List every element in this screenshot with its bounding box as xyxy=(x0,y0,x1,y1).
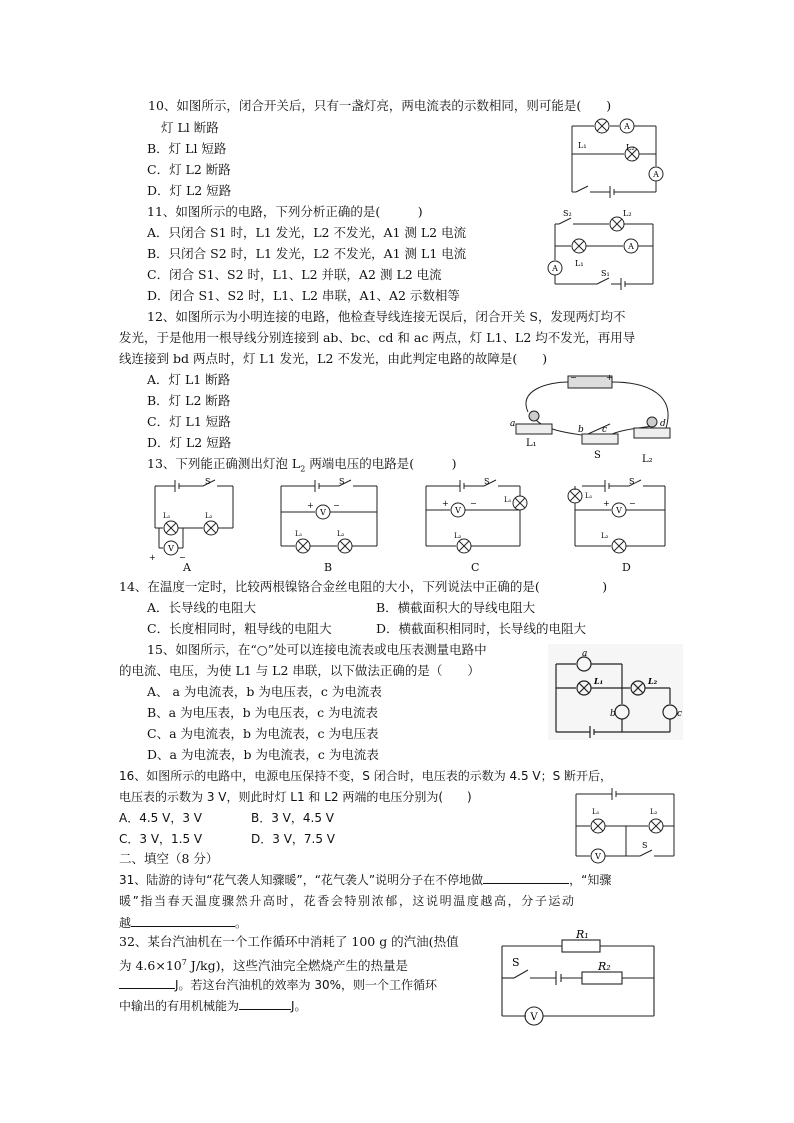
q12-stem-line-3: 线连接到 bd 两点时，灯 L1 发光，L2 不发光，由此判定电路的故障是( ) xyxy=(119,351,548,366)
q32-line-2-tail: J/kg)，这些汽油完全燃烧产生的热量是 xyxy=(186,958,408,974)
q31-line-1-text: 31、陆游的诗句“花气袭人知骤暖”，“花气袭人”说明分子在不停地做 xyxy=(119,873,484,887)
q13c-plus-label: + xyxy=(442,499,449,508)
q12-option-a: A．灯 L1 断路 xyxy=(147,372,231,387)
q13-label-b: B xyxy=(324,561,333,574)
q32-line-4 xyxy=(119,997,307,1014)
q13d-plus-label: + xyxy=(603,499,610,508)
q13a-plus-label: + xyxy=(149,553,156,562)
q32-line-2 xyxy=(119,955,408,974)
q14-stem: 14、在温度一定时，比较两根镍铬合金丝电阻的大小，下列说法中正确的是( ) xyxy=(119,579,608,594)
q13d-l2-label: L₂ xyxy=(601,532,609,540)
q10-lamp-l1-label: L₁ xyxy=(578,141,587,150)
q10-option-c: C．灯 L2 断路 xyxy=(147,162,231,177)
q11-option-d: D．闭合 S1、S2 时，L1、L2 串联，A1、A2 示数相等 xyxy=(147,288,460,303)
q14-option-b: B．横截面积大的导线电阻大 xyxy=(376,600,536,615)
q13c-minus-label: − xyxy=(470,499,477,508)
q13d-minus-label: − xyxy=(629,499,636,508)
q13a-minus-label: − xyxy=(179,553,186,562)
q11-option-c: C．闭合 S1、S2 时，L1、L2 并联，A2 测 L2 电流 xyxy=(147,267,442,282)
q12-option-b: B．灯 L2 断路 xyxy=(147,393,231,408)
q13b-switch-label: S xyxy=(339,477,345,486)
q12-point-c: c xyxy=(602,425,608,435)
q16-l1-label: L₁ xyxy=(592,808,600,816)
q12-battery-plus-label: + xyxy=(606,373,613,382)
q31-line-3-text: 越 xyxy=(119,916,132,930)
q12-circuit-diagram xyxy=(508,370,680,466)
q16-option-c: C．3 V，1.5 V xyxy=(119,832,203,846)
q11-option-a: A．只闭合 S1 时，L1 发光，L2 不发光，A1 测 L2 电流 xyxy=(147,225,467,240)
q13c-switch-label: S xyxy=(484,477,490,486)
q32-line-2-text: 为 4.6×10 xyxy=(119,958,182,974)
q32-exponent: 7 xyxy=(181,958,187,967)
q16-option-b: B．3 V，4.5 V xyxy=(251,811,334,825)
q32-voltmeter-label: V xyxy=(530,1012,538,1023)
q32-switch-label: S xyxy=(512,956,520,969)
q10-stem: 10、如图所示，闭合开关后，只有一盏灯亮，两电流表的示数相同，则可能是( ) xyxy=(148,98,612,113)
q31-line-1-tail: ，“知骤 xyxy=(569,873,612,887)
q12-lamp-l1-label: L₁ xyxy=(526,438,537,449)
q15-stem-line-2: 的电流、电压，为使 L1 与 L2 串联，以下做法正确的是（ ） xyxy=(119,663,480,678)
q13-stem-subscript: 2 xyxy=(300,464,306,474)
q10-lamp-l2-label: L₂ xyxy=(626,143,635,152)
q12-stem-line-2: 发光，于是他用一根导线分别连接到 ab、bc、cd 和 ac 两点，灯 L1、L2 均不发光，再用导 xyxy=(119,330,636,345)
q32-blank-2[interactable] xyxy=(239,997,291,1010)
q10-circuit-diagram xyxy=(566,114,666,204)
q13a-voltmeter-label: V xyxy=(168,544,174,553)
q15-stem-line-1: 15、如图所示，在“○”处可以连接电流表或电压表测量电路中 xyxy=(147,642,487,657)
q12-lamp-l2-label: L₂ xyxy=(642,454,653,465)
q13-stem-post: 两端电压的电路是( ) xyxy=(305,456,457,471)
q13-option-d-circuit xyxy=(565,476,675,556)
q12-option-c: C．灯 L1 短路 xyxy=(147,414,231,429)
q11-option-b: B．只闭合 S2 时，L1 发光，L2 不发光，A1 测 L1 电流 xyxy=(147,246,467,261)
q32-r1-label: R₁ xyxy=(576,928,589,941)
q12-point-d: d xyxy=(660,419,666,429)
q32-r2-label: R₂ xyxy=(598,960,611,973)
q11-stem: 11、如图所示的电路，下列分析正确的是( ) xyxy=(147,204,423,219)
q32-circuit-diagram xyxy=(494,926,664,1032)
q13d-voltmeter-label: V xyxy=(616,506,622,515)
q15-meter-b-label: b xyxy=(610,709,616,719)
q13b-l2-label: L₂ xyxy=(337,530,345,538)
q10-option-d: D．灯 L2 短路 xyxy=(147,183,232,198)
q13-option-c-circuit xyxy=(420,476,530,556)
q15-option-b: B、a 为电压表，b 为电压表，c 为电流表 xyxy=(147,705,379,720)
q32-line-4-tail: J。 xyxy=(291,999,307,1013)
q15-meter-c-label: c xyxy=(677,709,683,719)
q11-switch-s1-label: S₁ xyxy=(601,269,610,278)
q15-l2-label: L₂ xyxy=(648,676,658,686)
q32-line-4-text: 中输出的有用机械能为 xyxy=(119,999,240,1013)
q12-point-b: b xyxy=(578,425,584,435)
q13c-voltmeter-label: V xyxy=(455,506,461,515)
q13-label-d: D xyxy=(622,561,631,574)
q12-battery-minus-label: − xyxy=(570,373,577,382)
q12-point-a: a xyxy=(510,419,516,429)
q32-line-3-text: J。若这台汽油机的效率为 30%，则一个工作循环 xyxy=(175,978,438,992)
q32-line-1: 32、某台汽油机在一个工作循环中消耗了 100 g 的汽油(热值 xyxy=(119,934,459,949)
q32-line-3 xyxy=(119,976,437,993)
q13-option-b-circuit xyxy=(275,476,385,556)
q15-circuit-diagram xyxy=(548,644,683,740)
q16-switch-label: S xyxy=(642,841,648,850)
q10-ammeter-a1-label: A xyxy=(624,122,630,131)
q31-line-1 xyxy=(119,871,611,888)
q14-option-c: C．长度相同时，粗导线的电阻大 xyxy=(147,621,332,636)
section-2-heading: 二、填空（8 分） xyxy=(119,851,219,866)
q13b-l1-label: L₁ xyxy=(295,530,303,538)
q31-line-3-tail: 。 xyxy=(235,916,248,930)
q13d-switch-label: S xyxy=(629,477,635,486)
q16-voltmeter-label: V xyxy=(595,852,601,861)
q10-ammeter-a2-label: A xyxy=(653,170,659,179)
q32-blank-1[interactable] xyxy=(119,976,175,989)
q15-option-c: C、a 为电流表，b 为电流表，c 为电压表 xyxy=(147,726,379,741)
q16-l2-label: L₂ xyxy=(650,808,658,816)
q12-option-d: D．灯 L2 短路 xyxy=(147,435,232,450)
q13d-l1-label: L₁ xyxy=(585,492,593,500)
q11-switch-s2-label: S₂ xyxy=(563,209,572,218)
q16-stem-line-2: 电压表的示数为 3 V，则此时灯 L1 和 L2 两端的电压分别为( ) xyxy=(119,790,472,804)
q31-line-2: 暖”指当春天温度骤然升高时，花香会特别浓郁，这说明温度越高，分子运动 xyxy=(119,894,576,908)
q31-line-3 xyxy=(119,914,247,931)
q13b-plus-label: + xyxy=(307,501,314,510)
q11-ammeter-a1-label: A xyxy=(552,264,558,273)
q10-option-a: 灯 Ll 断路 xyxy=(161,120,219,135)
q13-option-a-circuit xyxy=(145,476,240,566)
q13c-l1-label: L₁ xyxy=(504,496,512,504)
q12-switch-s-label: S xyxy=(594,450,601,461)
q13a-l1-label: L₁ xyxy=(163,512,171,520)
q11-lamp-l2-label: L₂ xyxy=(623,209,632,218)
q11-ammeter-a2-label: A xyxy=(628,242,634,251)
q16-stem-line-1: 16、如图所示的电路中，电源电压保持不变，S 闭合时，电压表的示数为 4.5 V；S 断开后， xyxy=(119,769,613,783)
q15-meter-a-label: a xyxy=(582,649,588,659)
q10-option-b: B．灯 Ll 短路 xyxy=(147,141,227,156)
q13a-switch-label: S xyxy=(205,477,211,486)
q15-l1-label: L₁ xyxy=(594,676,604,686)
q13b-voltmeter-label: V xyxy=(320,508,326,517)
q14-option-d: D．横截面积相同时，长导线的电阻大 xyxy=(376,621,587,636)
q13c-l2-label: L₂ xyxy=(454,532,462,540)
q15-option-d: D、a 为电流表，b 为电流表，c 为电流表 xyxy=(147,747,379,762)
q15-option-a: A、 a 为电流表，b 为电压表，c 为电流表 xyxy=(147,684,382,699)
q11-lamp-l1-label: L₁ xyxy=(575,259,584,268)
q16-circuit-diagram xyxy=(568,788,683,874)
q13-stem-pre: 13、下列能正确测出灯泡 L xyxy=(147,456,301,471)
q13b-minus-label: − xyxy=(333,501,340,510)
q14-option-a: A．长导线的电阻大 xyxy=(147,600,257,615)
q13-label-c: C xyxy=(471,561,480,574)
q13-label-a: A xyxy=(183,561,191,574)
q16-option-a: A．4.5 V，3 V xyxy=(119,811,202,825)
q16-option-d: D．3 V，7.5 V xyxy=(251,832,336,846)
q13-stem xyxy=(147,456,457,478)
q31-blank-1[interactable] xyxy=(483,871,569,884)
q13a-l2-label: L₂ xyxy=(205,512,213,520)
q31-blank-2[interactable] xyxy=(131,914,235,927)
q11-circuit-diagram xyxy=(545,206,660,296)
q12-stem-line-1: 12、如图所示为小明连接的电路，他检查导线连接无误后，闭合开关 S，发现两灯均不 xyxy=(147,309,626,324)
